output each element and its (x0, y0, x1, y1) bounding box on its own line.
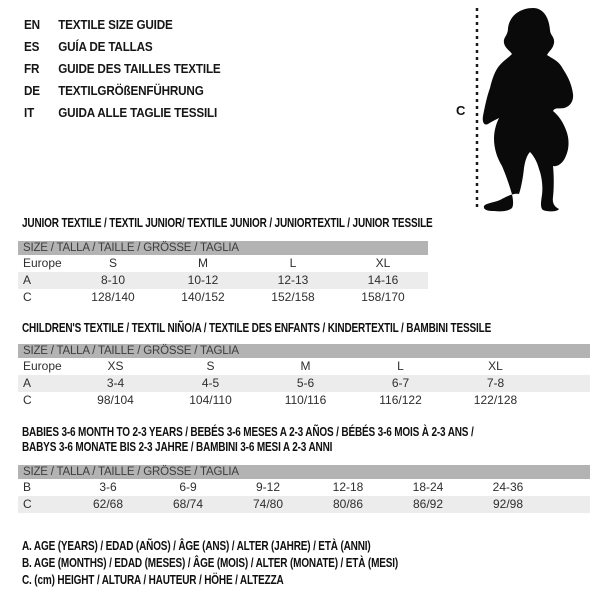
table-cell: 86/92 (412, 497, 444, 511)
table-cell: 3-4 (106, 376, 125, 390)
table-cell: S (108, 256, 117, 270)
baby-silhouette-path (483, 8, 573, 211)
babies-table-title (22, 425, 598, 455)
table-header: SIZE / TALLA / TAILLE / GRÖSSE / TAGLIA (18, 465, 590, 479)
language-label: TEXTILE SIZE GUIDE (58, 17, 173, 32)
baby-figure (450, 0, 600, 230)
table-cell: 4-5 (201, 376, 220, 390)
language-label: TEXTILGRÖßENFÜHRUNG (58, 83, 204, 98)
table-cell: XL (488, 359, 503, 373)
row-label: C (23, 393, 32, 407)
table-cell: 14-16 (367, 273, 399, 287)
table-cell: M (300, 359, 311, 373)
table-cell: 8-10 (100, 273, 126, 287)
table-cell: 12-18 (332, 480, 364, 494)
table-cell: 122/128 (473, 393, 518, 407)
language-row (24, 58, 221, 80)
table-cell: 104/110 (189, 393, 232, 407)
babies-title-line-2: BABYS 3-6 MONATE BIS 2-3 JAHRE / BAMBINI 3-6 MESI A 2-3 ANNI (22, 440, 333, 454)
table-cell: 6-9 (179, 480, 197, 494)
language-list (24, 14, 242, 124)
language-row (24, 102, 221, 124)
table-row (18, 496, 590, 513)
height-measure-label: C (456, 103, 466, 118)
table-cell: 98/104 (97, 393, 134, 407)
table-row (18, 479, 590, 496)
language-code: ES (24, 39, 40, 54)
baby-silhouette-icon (450, 0, 600, 230)
row-label: C (23, 290, 32, 304)
note-line: B. AGE (MONTHS) / EDAD (MESES) / ÂGE (MOIS) / ALTER (MONATE) / ETÀ (MESI) (22, 556, 399, 570)
table-row (18, 392, 590, 409)
table-cell: 7-8 (486, 376, 505, 390)
table-header: SIZE / TALLA / TAILLE / GRÖSSE / TAGLIA (18, 241, 428, 255)
table-cell: M (198, 256, 208, 270)
language-label: GUÍA DE TALLAS (58, 39, 153, 54)
language-code: EN (24, 17, 40, 32)
table-rows (18, 479, 590, 513)
table-cell: L (289, 256, 297, 270)
table-row (18, 289, 428, 306)
babies-title-line-1: BABIES 3-6 MONTH TO 2-3 YEARS / BEBÉS 3-6 MESES A 2-3 AÑOS / BÉBÉS 3-6 MOIS À 2-3 ANS / (22, 425, 474, 439)
table-cell: 152/158 (271, 290, 315, 304)
table-row (18, 358, 590, 375)
language-label: GUIDA ALLE TAGLIE TESSILI (58, 105, 218, 120)
table-cell: 12-13 (277, 273, 309, 287)
table-cell: 62/68 (92, 497, 124, 511)
table-cell: 128/140 (91, 290, 135, 304)
row-label: A (23, 376, 32, 390)
table-cell: L (397, 359, 404, 373)
table-cell: 18-24 (412, 480, 444, 494)
children-size-table (18, 344, 590, 409)
table-cell: 140/152 (181, 290, 225, 304)
language-row (24, 80, 221, 102)
babies-size-table (18, 465, 590, 513)
table-cell: 110/116 (284, 393, 327, 407)
table-rows (18, 255, 428, 306)
language-code: IT (24, 105, 35, 120)
table-row (18, 375, 590, 392)
table-cell: 9-12 (255, 480, 281, 494)
table-cell: 3-6 (99, 480, 117, 494)
children-table-title: CHILDREN'S TEXTILE / TEXTIL NIÑO/A / TEXTILE DES ENFANTS / KINDERTEXTIL / BAMBINI TESSILE (22, 321, 492, 335)
row-label: B (23, 480, 32, 494)
table-row (18, 272, 428, 289)
table-cell: 5-6 (296, 376, 315, 390)
table-cell: XL (375, 256, 391, 270)
row-label: Europe (23, 256, 62, 270)
language-label: GUIDE DES TAILLES TEXTILE (58, 61, 221, 76)
language-code: FR (24, 61, 40, 76)
row-label: C (23, 497, 32, 511)
table-header: SIZE / TALLA / TAILLE / GRÖSSE / TAGLIA (18, 344, 590, 358)
junior-size-table (18, 241, 428, 306)
language-row (24, 36, 221, 58)
table-rows (18, 358, 590, 409)
junior-table-title: JUNIOR TEXTILE / TEXTIL JUNIOR/ TEXTILE JUNIOR / JUNIORTEXTIL / JUNIOR TESSILE (22, 216, 433, 230)
table-cell: 74/80 (252, 497, 284, 511)
row-label: A (23, 273, 32, 287)
table-cell: 158/170 (361, 290, 405, 304)
table-cell: 6-7 (391, 376, 410, 390)
note-line: C. (cm) HEIGHT / ALTURA / HAUTEUR / HÖHE / ALTEZZA (22, 573, 284, 587)
footnotes (22, 538, 492, 589)
note-line: A. AGE (YEARS) / EDAD (AÑOS) / ÂGE (ANS) / ALTER (JAHRE) / ETÀ (ANNI) (22, 539, 371, 553)
table-cell: 10-12 (187, 273, 219, 287)
table-cell: 80/86 (332, 497, 364, 511)
table-row (18, 255, 428, 272)
table-cell: 24-36 (492, 480, 524, 494)
row-label: Europe (23, 359, 62, 373)
table-cell: 92/98 (492, 497, 524, 511)
table-cell: S (206, 359, 215, 373)
language-row (24, 14, 221, 36)
language-code: DE (24, 83, 40, 98)
table-cell: 68/74 (172, 497, 204, 511)
table-cell: XS (107, 359, 124, 373)
table-cell: 116/122 (379, 393, 422, 407)
